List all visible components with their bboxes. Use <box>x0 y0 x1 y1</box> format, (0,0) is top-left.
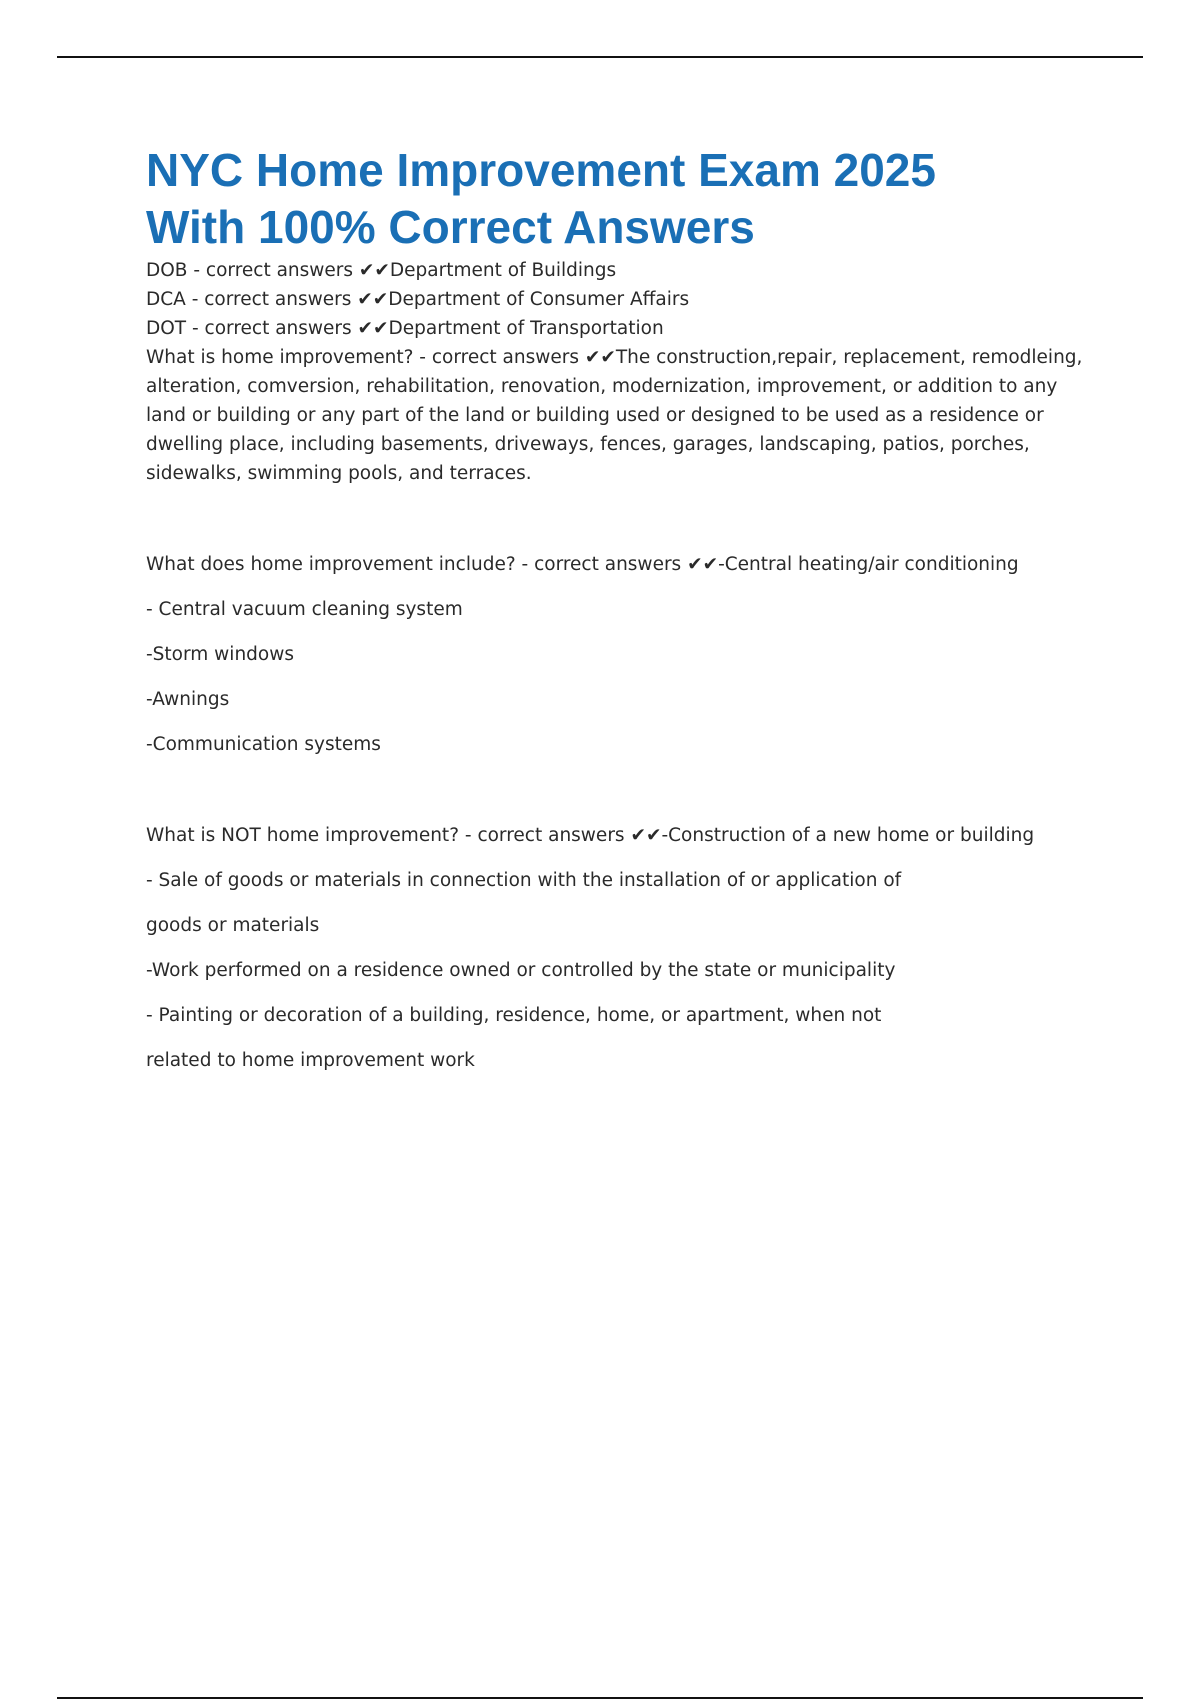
qa-list <box>146 256 1086 1075</box>
top-rule <box>57 56 1143 58</box>
not-list-item: - Painting or decoration of a building, residence, home, or apartment, when not <box>146 1005 882 1026</box>
include-list-item: -Communication systems <box>146 734 381 755</box>
include-list-item: -Storm windows <box>146 644 294 665</box>
qa-item-dob: DOB - correct answers ✔✔Department of Buildings <box>146 260 617 281</box>
not-list-item: related to home improvement work <box>146 1050 475 1071</box>
include-list-item: -Awnings <box>146 689 230 710</box>
title-line-1: NYC Home Improvement Exam 2025 <box>146 144 936 196</box>
qa-item-dca: DCA - correct answers ✔✔Department of Consumer Affairs <box>146 289 690 310</box>
document-title <box>146 142 1086 256</box>
include-list-item: - Central vacuum cleaning system <box>146 599 463 620</box>
not-question-line: What is NOT home improvement? - correct answers ✔✔-Construction of a new home or building <box>146 825 1035 846</box>
not-list-item: goods or materials <box>146 915 320 936</box>
not-list-item: -Work performed on a residence owned or controlled by the state or municipality <box>146 960 896 981</box>
bottom-rule <box>57 1697 1143 1699</box>
qa-item-what-does-include <box>146 550 1086 759</box>
not-list-item: - Sale of goods or materials in connection with the installation of or application of <box>146 870 902 891</box>
qa-item-dot: DOT - correct answers ✔✔Department of Transportation <box>146 318 664 339</box>
document-body <box>146 142 1086 1075</box>
qa-item-what-is-home-improvement: What is home improvement? - correct answers ✔✔The construction,repair, replacement, remodleing, alteration, comversion, rehabilitation, renovation, modernization, improvement, or addition to any land or building or any part of the land or building used or designed to be used as a residence or dwelling place, including basements, driveways, fences, garages, landscaping, patios, porches, sidewalks, swimming pools, and terraces. <box>146 347 1083 484</box>
title-line-2: With 100% Correct Answers <box>146 201 755 253</box>
include-question-line: What does home improvement include? - correct answers ✔✔-Central heating/air conditioning <box>146 554 1019 575</box>
qa-item-what-is-not <box>146 821 1086 1075</box>
